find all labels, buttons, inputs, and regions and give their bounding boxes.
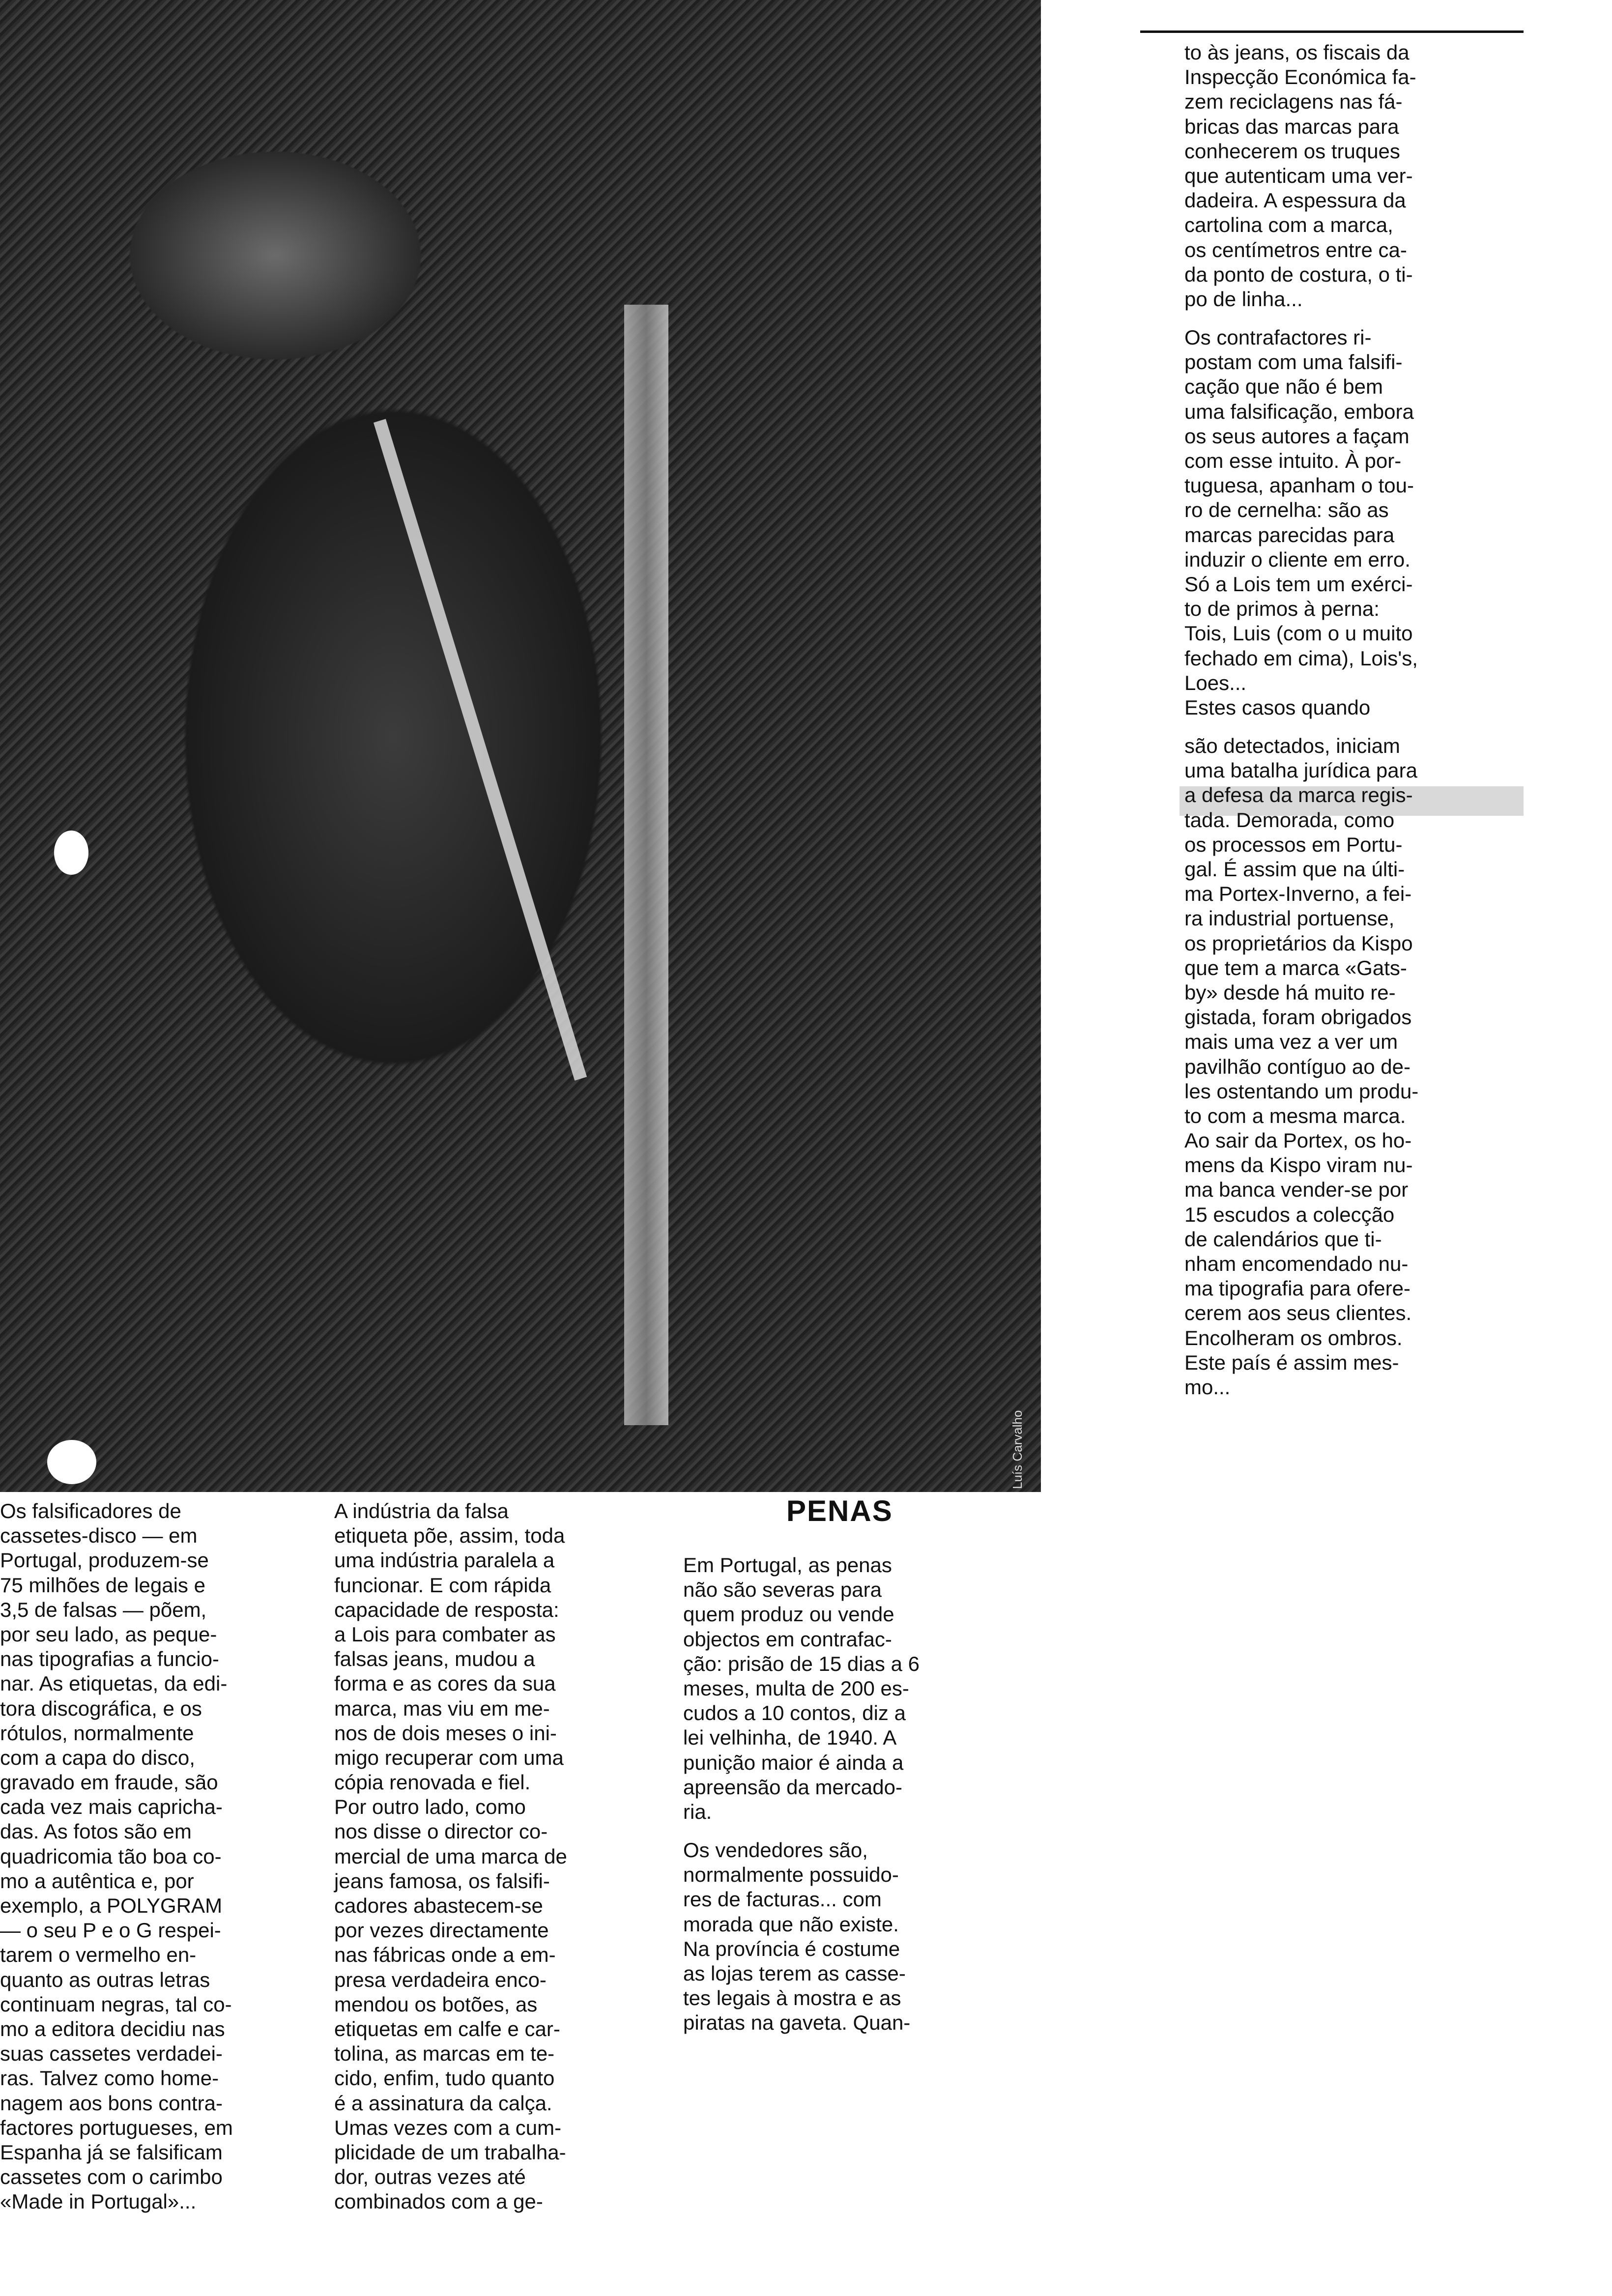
text-line: apreensão da mercado-: [683, 1775, 902, 1799]
text-line: com a capa do disco,: [0, 1746, 195, 1769]
text-line: tolina, as marcas em te-: [334, 2042, 555, 2066]
text-line: tes legais à mostra e as: [683, 1986, 901, 2010]
text-line: Este país é assim mes-: [1184, 1350, 1399, 1374]
text-line: cido, enfim, tudo quanto: [334, 2066, 555, 2090]
text-line: punição maior é ainda a: [683, 1751, 904, 1774]
text-line: ras. Talvez como home-: [0, 2066, 219, 2090]
column-rule: [1140, 30, 1524, 33]
article-column-2: [334, 1499, 567, 2214]
text-line: Os contrafactores ri-: [1184, 326, 1372, 349]
text-line: Só a Lois tem um exérci-: [1184, 572, 1413, 596]
text-line: mais uma vez a ver um: [1184, 1030, 1398, 1054]
text-line: lei velhinha, de 1940. A: [683, 1726, 897, 1750]
text-line: factores portugueses, em: [0, 2116, 233, 2139]
paragraph-gap: [683, 1824, 920, 1838]
text-line: de calendários que ti-: [1184, 1227, 1382, 1251]
text-line: 75 milhões de legais e: [0, 1573, 205, 1597]
text-line: plicidade de um trabalha-: [334, 2140, 566, 2164]
news-photo: [0, 0, 1041, 1492]
text-line: uma batalha jurídica para: [1184, 759, 1417, 782]
text-line: Em Portugal, as penas: [683, 1553, 892, 1577]
text-line: continuam negras, tal co-: [0, 1992, 232, 2016]
section-heading: PENAS: [786, 1494, 893, 1527]
text-line: mo a autêntica e, por: [0, 1869, 194, 1893]
article-column-4: [1184, 40, 1418, 1400]
text-line: marca, mas viu em me-: [334, 1696, 550, 1720]
text-line: a Lois para combater as: [334, 1622, 556, 1646]
text-line: morada que não existe.: [683, 1912, 899, 1936]
text-line: Ao sair da Portex, os ho-: [1184, 1129, 1412, 1152]
photo-credit: Luís Carvalho: [1010, 1410, 1025, 1489]
text-line: quem produz ou vende: [683, 1603, 894, 1626]
text-line: combinados com a ge-: [334, 2190, 543, 2213]
text-line: das. As fotos são em: [0, 1820, 192, 1843]
text-line: Os vendedores são,: [683, 1838, 868, 1862]
text-line: que tem a marca «Gats-: [1184, 956, 1407, 979]
text-line: quadricomia tão boa co-: [0, 1844, 222, 1868]
text-line: as lojas terem as casse-: [683, 1962, 906, 1985]
text-line: suas cassetes verdadei-: [0, 2042, 223, 2066]
text-line: ria.: [683, 1800, 712, 1823]
text-line: piratas na gaveta. Quan-: [683, 2011, 911, 2035]
text-line: capacidade de resposta:: [334, 1598, 559, 1621]
text-line: Portugal, produzem-se: [0, 1549, 209, 1572]
text-line: os processos em Portu-: [1184, 832, 1403, 856]
text-line: não são severas para: [683, 1578, 882, 1602]
text-line: 3,5 de falsas — põem,: [0, 1598, 207, 1621]
text-line: são detectados, iniciam: [1184, 734, 1400, 758]
text-line: falsas jeans, mudou a: [334, 1647, 535, 1671]
text-line: Os falsificadores de: [0, 1499, 181, 1522]
text-line: presa verdadeira enco-: [334, 1968, 547, 1991]
text-line: Tois, Luis (com o u muito: [1184, 622, 1413, 645]
text-line: Na província é costume: [683, 1937, 900, 1960]
text-line: to às jeans, os fiscais da: [1184, 41, 1410, 64]
text-line: gravado em fraude, são: [0, 1771, 218, 1794]
text-line: tada. Demorada, como: [1184, 808, 1395, 832]
text-line: cada vez mais capricha-: [0, 1795, 223, 1819]
text-line: Por outro lado, como: [334, 1795, 526, 1819]
text-line: cerem aos seus clientes.: [1184, 1301, 1412, 1325]
photo-blemish: [47, 1440, 96, 1484]
text-line: A indústria da falsa: [334, 1499, 509, 1522]
text-line: Inspecção Económica fa-: [1184, 65, 1416, 89]
text-line: forma e as cores da sua: [334, 1672, 556, 1695]
text-line: os proprietários da Kispo: [1184, 931, 1413, 955]
text-line: — o seu P e o G respei-: [0, 1919, 221, 1942]
text-line: a defesa da marca regis-: [1184, 783, 1413, 807]
article-column-1: [0, 1499, 233, 2214]
text-line: bricas das marcas para: [1184, 115, 1399, 138]
text-line: cassetes-disco — em: [0, 1524, 198, 1548]
text-line: da ponto de costura, o ti-: [1184, 262, 1413, 286]
text-line: ra industrial portuense,: [1184, 907, 1395, 930]
text-line: Espanha já se falsificam: [0, 2140, 223, 2164]
text-line: nas tipografias a funcio-: [0, 1647, 219, 1671]
text-line: mendou os botões, as: [334, 1992, 538, 2016]
text-line: tuguesa, apanham o tou-: [1184, 474, 1414, 497]
text-line: Estes casos quando: [1184, 695, 1371, 719]
photo-blemish: [54, 831, 88, 875]
text-line: res de facturas... com: [683, 1888, 882, 1911]
text-line: dadeira. A espessura da: [1184, 189, 1406, 212]
article-column-3: [683, 1553, 920, 2036]
text-line: uma falsificação, embora: [1184, 400, 1414, 423]
text-line: gistada, foram obrigados: [1184, 1005, 1412, 1029]
text-line: meses, multa de 200 es-: [683, 1676, 909, 1700]
text-line: cópia renovada e fiel.: [334, 1771, 531, 1794]
text-line: funcionar. E com rápida: [334, 1573, 551, 1597]
text-line: etiqueta põe, assim, toda: [334, 1524, 565, 1548]
text-line: induzir o cliente em erro.: [1184, 547, 1410, 571]
text-line: ma Portex-Inverno, a fei-: [1184, 882, 1412, 906]
text-line: to com a mesma marca.: [1184, 1104, 1406, 1127]
text-line: Loes...: [1184, 671, 1247, 694]
paragraph-gap: [1184, 720, 1418, 734]
text-line: nos de dois meses o ini-: [334, 1721, 557, 1745]
text-line: que autenticam uma ver-: [1184, 164, 1413, 187]
text-line: os centímetros entre ca-: [1184, 238, 1407, 261]
text-line: marcas parecidas para: [1184, 523, 1395, 546]
text-line: ção: prisão de 15 dias a 6: [683, 1652, 920, 1675]
photo-pillar: [624, 305, 668, 1425]
text-line: nham encomendado nu-: [1184, 1252, 1409, 1275]
text-line: mens da Kispo viram nu-: [1184, 1153, 1413, 1177]
text-line: migo recuperar com uma: [334, 1746, 564, 1769]
text-line: tora discográfica, e os: [0, 1696, 202, 1720]
text-line: to de primos à perna:: [1184, 597, 1380, 621]
text-line: cação que não é bem: [1184, 375, 1383, 399]
text-line: by» desde há muito re-: [1184, 980, 1396, 1004]
text-line: cadores abastecem-se: [334, 1894, 543, 1917]
text-line: uma indústria paralela a: [334, 1549, 555, 1572]
text-line: exemplo, a POLYGRAM: [0, 1894, 223, 1917]
text-line: mercial de uma marca de: [334, 1844, 567, 1868]
photo-broom: [374, 419, 587, 1080]
text-line: postam com uma falsifi-: [1184, 350, 1403, 374]
text-line: fechado em cima), Lois's,: [1184, 646, 1418, 670]
text-line: rótulos, normalmente: [0, 1721, 194, 1745]
text-line: gal. É assim que na últi-: [1184, 858, 1405, 881]
text-line: tarem o vermelho en-: [0, 1943, 197, 1967]
text-line: Encolheram os ombros.: [1184, 1326, 1403, 1349]
text-line: ro de cernelha: são as: [1184, 498, 1389, 522]
text-line: po de linha...: [1184, 287, 1303, 311]
text-line: pavilhão contíguo ao de-: [1184, 1055, 1411, 1078]
text-line: nos disse o director co-: [334, 1820, 548, 1843]
text-line: os seus autores a façam: [1184, 424, 1410, 448]
text-line: mo...: [1184, 1375, 1231, 1399]
text-line: cudos a 10 contos, diz a: [683, 1701, 906, 1725]
text-line: normalmente possuido-: [683, 1863, 899, 1887]
text-line: é a assinatura da calça.: [334, 2091, 552, 2115]
text-line: quanto as outras letras: [0, 1968, 210, 1991]
text-line: cartolina com a marca,: [1184, 213, 1393, 237]
text-line: objectos em contrafac-: [683, 1627, 892, 1651]
text-line: 15 escudos a colecção: [1184, 1203, 1395, 1226]
text-line: zem reciclagens nas fá-: [1184, 90, 1403, 114]
text-line: nar. As etiquetas, da edi-: [0, 1672, 228, 1695]
text-line: jeans famosa, os falsifi-: [334, 1869, 550, 1893]
paragraph-gap: [1184, 312, 1418, 325]
text-line: mo a editora decidiu nas: [0, 2017, 225, 2040]
text-line: dor, outras vezes até: [334, 2165, 526, 2189]
text-line: «Made in Portugal»...: [0, 2190, 197, 2213]
text-line: ma tipografia para ofere-: [1184, 1277, 1410, 1300]
text-line: les ostentando um produ-: [1184, 1079, 1419, 1103]
text-line: Umas vezes com a cum-: [334, 2116, 562, 2139]
text-line: conhecerem os truques: [1184, 139, 1400, 163]
text-line: por seu lado, as peque-: [0, 1622, 217, 1646]
text-line: com esse intuito. À por-: [1184, 449, 1402, 472]
text-line: nas fábricas onde a em-: [334, 1943, 556, 1967]
text-line: etiquetas em calfe e car-: [334, 2017, 560, 2040]
text-line: cassetes com o carimbo: [0, 2165, 223, 2189]
text-line: ma banca vender-se por: [1184, 1178, 1409, 1202]
text-line: por vezes directamente: [334, 1919, 549, 1942]
text-line: nagem aos bons contra-: [0, 2091, 223, 2115]
